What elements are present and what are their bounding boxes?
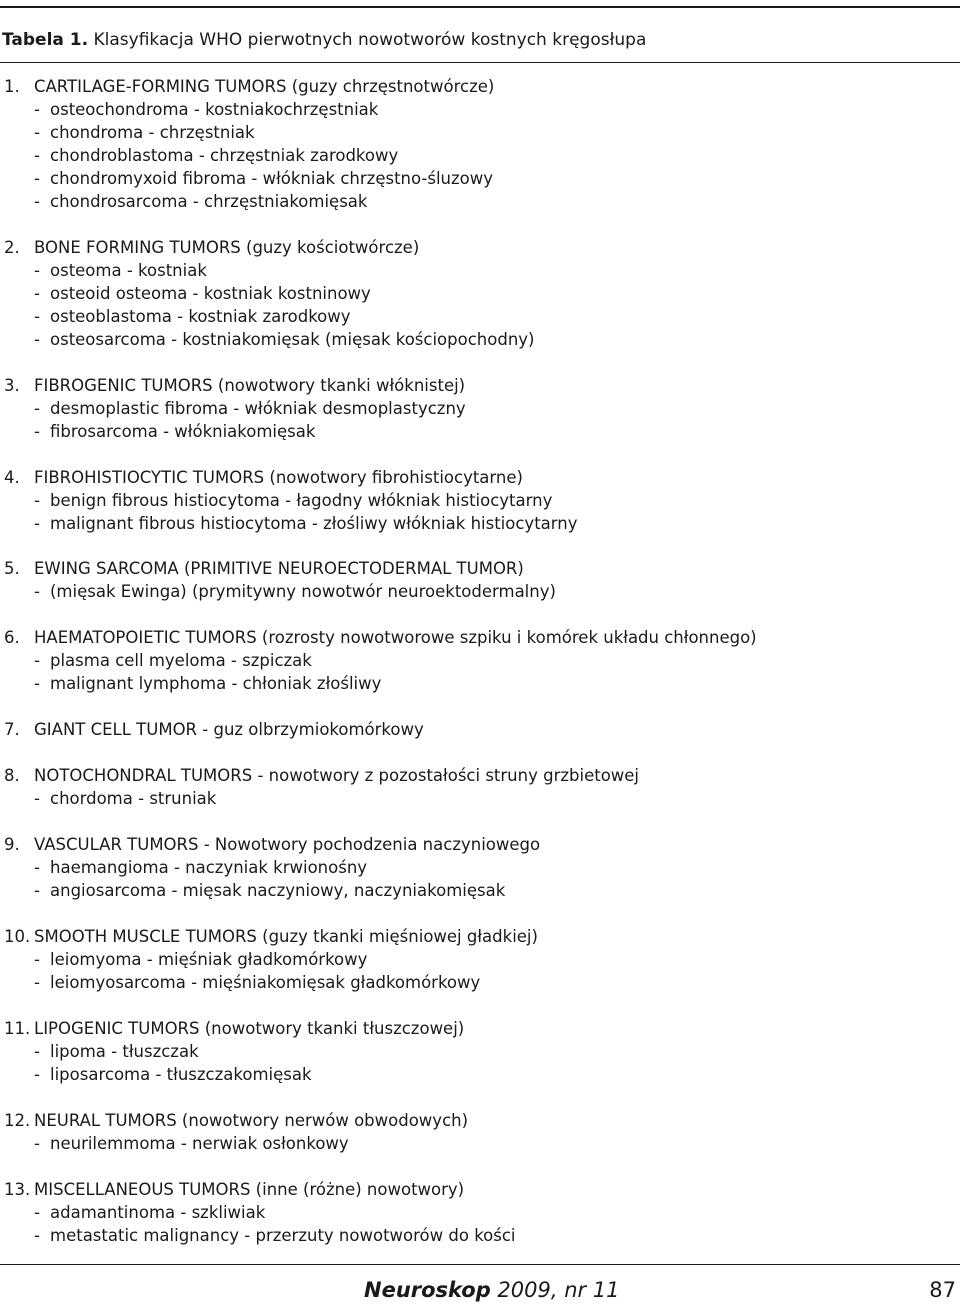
list-item [0,948,960,971]
list-dash: - [34,858,40,877]
footer-rule [0,1264,960,1265]
section-number: 7. [4,720,20,739]
section-heading: SMOOTH MUSCLE TUMORS (guzy tkanki mięśniowej gładkiej) [34,927,538,946]
section-number: 3. [4,376,20,395]
section-heading: NEURAL TUMORS (nowotwory nerwów obwodowych) [34,1111,469,1130]
section-12 [0,1109,960,1155]
section-11 [0,1017,960,1086]
list-item [0,305,960,328]
list-dash: - [34,422,40,441]
section-4 [0,466,960,535]
list-dash: - [34,1226,40,1245]
list-item-text: haemangioma - naczyniak krwionośny [50,858,368,877]
list-item [0,1201,960,1224]
list-item-text: metastatic malignancy - przerzuty nowotworów do kości [50,1226,516,1245]
top-rule [0,6,960,8]
list-item-text: liposarcoma - tłuszczakomięsak [50,1065,312,1084]
list-dash: - [34,330,40,349]
section-9 [0,833,960,902]
section-heading-line [0,236,960,259]
list-dash: - [34,169,40,188]
section-heading-line [0,75,960,98]
section-heading: BONE FORMING TUMORS (guzy kościotwórcze) [34,238,420,257]
list-dash: - [34,1203,40,1222]
section-heading-line [0,764,960,787]
section-heading-line [0,374,960,397]
list-dash: - [34,789,40,808]
section-number: 8. [4,766,20,785]
section-heading: LIPOGENIC TUMORS (nowotwory tkanki tłuszczowej) [34,1019,465,1038]
section-number: 9. [4,835,20,854]
section-number: 1. [4,77,20,96]
list-item [0,1063,960,1086]
list-item-text: fibrosarcoma - włókniakomięsak [50,422,316,441]
list-item [0,489,960,512]
section-heading: GIANT CELL TUMOR - guz olbrzymiokomórkowy [34,720,424,739]
list-dash: - [34,1042,40,1061]
caption-rule [0,62,960,63]
section-number: 12. [4,1111,31,1130]
section-heading: EWING SARCOMA (PRIMITIVE NEUROECTODERMAL TUMOR) [34,559,524,578]
section-heading: NOTOCHONDRAL TUMORS - nowotwory z pozostałości struny grzbietowej [34,766,640,785]
section-heading: FIBROGENIC TUMORS (nowotwory tkanki włóknistej) [34,376,466,395]
section-2 [0,236,960,351]
section-number: 6. [4,628,20,647]
list-dash: - [34,973,40,992]
list-item [0,144,960,167]
section-7 [0,718,960,741]
list-dash: - [34,491,40,510]
section-heading-line [0,1178,960,1201]
list-item-text: chondromyxoid fibroma - włókniak chrzęstno-śluzowy [50,169,494,188]
section-8 [0,764,960,810]
list-item [0,672,960,695]
table-caption [2,28,646,52]
list-item-text: chordoma - struniak [50,789,217,808]
section-heading-line [0,557,960,580]
list-item-text: desmoplastic fibroma - włókniak desmoplastyczny [50,399,466,418]
list-dash: - [34,950,40,969]
list-item-text: adamantinoma - szkliwiak [50,1203,266,1222]
list-item [0,787,960,810]
list-item-text: malignant lymphoma - chłoniak złośliwy [50,674,382,693]
list-item [0,1040,960,1063]
section-heading: VASCULAR TUMORS - Nowotwory pochodzenia naczyniowego [34,835,541,854]
list-item-text: malignant fibrous histiocytoma - złośliwy włókniak histiocytarny [50,514,578,533]
section-heading-line [0,833,960,856]
section-5 [0,557,960,603]
list-item [0,167,960,190]
list-item-text: osteosarcoma - kostniakomięsak (mięsak kościopochodny) [50,330,535,349]
list-dash: - [34,651,40,670]
list-item [0,190,960,213]
list-item-text: plasma cell myeloma - szpiczak [50,651,312,670]
table-title: Klasyfikacja WHO pierwotnych nowotworów kostnych kręgosłupa [93,30,647,50]
list-item [0,512,960,535]
section-6 [0,626,960,695]
list-item [0,856,960,879]
section-heading-line [0,626,960,649]
section-number: 13. [4,1180,31,1199]
list-item [0,971,960,994]
list-item-text: osteochondroma - kostniakochrzęstniak [50,100,379,119]
list-dash: - [34,1065,40,1084]
list-dash: - [34,1134,40,1153]
list-item [0,98,960,121]
list-item [0,1224,960,1247]
section-3 [0,374,960,443]
list-item [0,121,960,144]
list-dash: - [34,399,40,418]
section-number: 10. [4,927,31,946]
journal-issue: 2009, nr 11 [490,1278,620,1302]
list-item-text: neurilemmoma - nerwiak osłonkowy [50,1134,349,1153]
list-item-text: (mięsak Ewinga) (prymitywny nowotwór neuroektodermalny) [50,582,556,601]
list-item-text: osteoma - kostniak [50,261,207,280]
list-item [0,1132,960,1155]
list-dash: - [34,146,40,165]
section-10 [0,925,960,994]
section-heading: HAEMATOPOIETIC TUMORS (rozrosty nowotworowe szpiku i komórek układu chłonnego) [34,628,757,647]
list-dash: - [34,261,40,280]
section-number: 11. [4,1019,31,1038]
list-item-text: lipoma - tłuszczak [50,1042,199,1061]
list-item-text: osteoid osteoma - kostniak kostninowy [50,284,371,303]
section-number: 2. [4,238,20,257]
list-dash: - [34,514,40,533]
list-item-text: benign fibrous histiocytoma - łagodny włókniak histiocytarny [50,491,553,510]
list-dash: - [34,284,40,303]
journal-name: Neuroskop [364,1278,491,1302]
section-heading-line [0,466,960,489]
list-dash: - [34,100,40,119]
list-dash: - [34,881,40,900]
list-dash: - [34,582,40,601]
section-1 [0,75,960,213]
list-item [0,649,960,672]
list-item [0,259,960,282]
section-13 [0,1178,960,1247]
page-number: 87 [929,1278,956,1302]
section-heading-line [0,925,960,948]
list-dash: - [34,192,40,211]
section-heading-line [0,718,960,741]
section-heading-line [0,1109,960,1132]
section-heading: FIBROHISTIOCYTIC TUMORS (nowotwory fibrohistiocytarne) [34,468,523,487]
section-heading-line [0,1017,960,1040]
table-label: Tabela 1. [2,30,89,50]
list-item [0,580,960,603]
section-number: 5. [4,559,20,578]
list-item-text: leiomyoma - mięśniak gładkomórkowy [50,950,368,969]
section-heading: CARTILAGE-FORMING TUMORS (guzy chrzęstnotwórcze) [34,77,495,96]
list-item [0,328,960,351]
list-item-text: chondrosarcoma - chrzęstniakomięsak [50,192,368,211]
list-dash: - [34,674,40,693]
list-item [0,879,960,902]
list-item [0,397,960,420]
page-footer [0,1276,960,1304]
list-dash: - [34,123,40,142]
list-item-text: chondroma - chrzęstniak [50,123,255,142]
list-item-text: osteoblastoma - kostniak zarodkowy [50,307,351,326]
list-dash: - [34,307,40,326]
section-number: 4. [4,468,20,487]
list-item [0,282,960,305]
list-item-text: angiosarcoma - mięsak naczyniowy, naczyniakomięsak [50,881,506,900]
list-item [0,420,960,443]
list-item-text: chondroblastoma - chrzęstniak zarodkowy [50,146,399,165]
list-item-text: leiomyosarcoma - mięśniakomięsak gładkomórkowy [50,973,481,992]
section-heading: MISCELLANEOUS TUMORS (inne (różne) nowotwory) [34,1180,465,1199]
journal-citation [364,1276,620,1304]
